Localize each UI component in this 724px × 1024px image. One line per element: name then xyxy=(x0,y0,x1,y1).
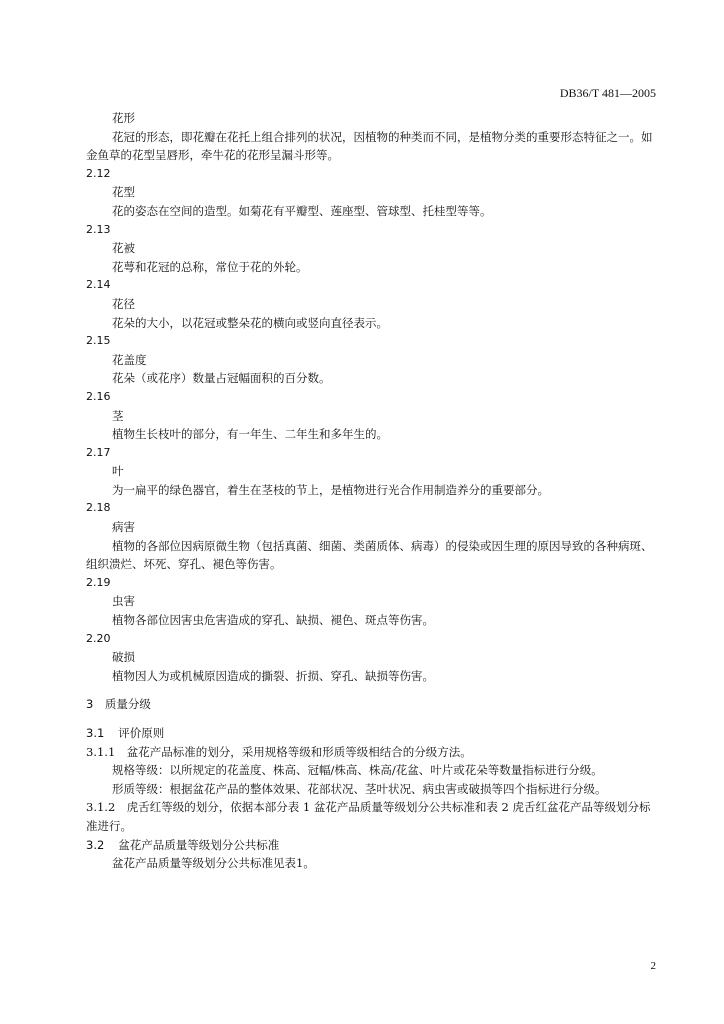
subsection-heading xyxy=(86,836,658,855)
term-title: 病害 xyxy=(112,520,135,535)
clause-3-1-2: 3.1.2 虎舌红等级的划分，依据本部分表 1 盆花产品质量等级划分公共标准和表 2 虎舌红盆花产品等级划分标准进行。 xyxy=(86,800,651,833)
subsection-number: 3.2 xyxy=(86,837,105,852)
term-number: 2.17 xyxy=(86,445,111,459)
term-title: 茎 xyxy=(112,408,124,423)
section-heading: 3 质量分级 xyxy=(86,697,151,712)
term-number: 2.14 xyxy=(86,278,111,292)
term-definition: 花冠的形态，即花瓣在花托上组合排列的状况，因植物的种类而不同，是植物分类的重要形态特征之一。如金鱼草的花型呈唇形，牵牛花的花形呈漏斗形等。 xyxy=(86,129,653,163)
term-definition: 植物因人为或机械原因造成的撕裂、折损、穿孔、缺损等伤害。 xyxy=(112,668,434,683)
term-title: 花盖度 xyxy=(112,352,147,367)
term-entry xyxy=(86,276,658,332)
subsection-number: 3.1 xyxy=(86,726,105,740)
term-title: 虫害 xyxy=(112,594,135,609)
term-entry xyxy=(86,332,658,388)
term-definition: 花朵的大小，以花冠或整朵花的横向或竖向直径表示。 xyxy=(112,315,388,330)
term-entry xyxy=(86,499,658,573)
term-number: 2.13 xyxy=(86,222,111,236)
subsection-heading xyxy=(86,724,658,743)
term-title: 花形 xyxy=(112,111,135,125)
term-entry xyxy=(86,109,658,165)
clause-3-1-1: 3.1.1 盆花产品标准的划分，采用规格等级和形质等级相结合的分级方法。 xyxy=(86,744,472,759)
term-entry xyxy=(86,388,658,444)
term-title: 花被 xyxy=(112,241,135,256)
term-entry xyxy=(86,630,658,686)
term-entry xyxy=(86,444,658,500)
subsection-title: 评价原则 xyxy=(118,726,165,740)
document-code: DB36/T 481—2005 xyxy=(559,86,656,100)
term-number: 2.15 xyxy=(86,334,111,348)
term-definition: 植物的各部位因病原微生物（包括真菌、细菌、类菌质体、病毒）的侵染或因生理的原因导致的各种病斑、组织溃烂、坏死、穿孔、褪色等伤害。 xyxy=(86,538,653,572)
term-entry xyxy=(86,574,658,630)
term-entry xyxy=(86,221,658,277)
term-title: 花型 xyxy=(112,185,135,200)
subsection-title: 盆花产品质量等级划分公共标准 xyxy=(118,837,280,852)
term-definition: 植物生长枝叶的部分，有一年生、二年生和多年生的。 xyxy=(112,427,388,442)
document-body xyxy=(86,109,658,873)
term-number: 2.19 xyxy=(86,575,111,589)
term-definition: 花的姿态在空间的造型。如菊花有平瓣型、莲座型、管球型、托桂型等等。 xyxy=(112,203,492,218)
term-number: 2.12 xyxy=(86,166,111,180)
spec-grade-text: 规格等级：以所规定的花盖度、株高、冠幅/株高、株高/花盆、叶片或花朵等数量指标进行分级。 xyxy=(112,763,603,778)
form-grade-text: 形质等级：根据盆花产品的整体效果、花部状况、茎叶状况、病虫害或破损等四个指标进行分级。 xyxy=(112,781,607,796)
term-definition: 花萼和花冠的总称，常位于花的外轮。 xyxy=(112,259,308,274)
term-title: 花径 xyxy=(112,296,135,311)
page-number: 2 xyxy=(650,960,656,972)
term-number: 2.18 xyxy=(86,501,111,515)
term-definition: 植物各部位因害虫危害造成的穿孔、缺损、褪色、斑点等伤害。 xyxy=(112,613,434,628)
term-entry xyxy=(86,165,658,221)
term-title: 叶 xyxy=(112,464,124,479)
clause-3-2-text: 盆花产品质量等级划分公共标准见表1。 xyxy=(112,856,315,871)
term-definition: 花朵（或花序）数量占冠幅面积的百分数。 xyxy=(112,371,331,386)
term-number: 2.16 xyxy=(86,389,111,403)
term-number: 2.20 xyxy=(86,631,111,645)
term-definition: 为一扁平的绿色器官，着生在茎枝的节上，是植物进行光合作用制造养分的重要部分。 xyxy=(112,482,549,497)
term-title: 破损 xyxy=(112,650,135,665)
